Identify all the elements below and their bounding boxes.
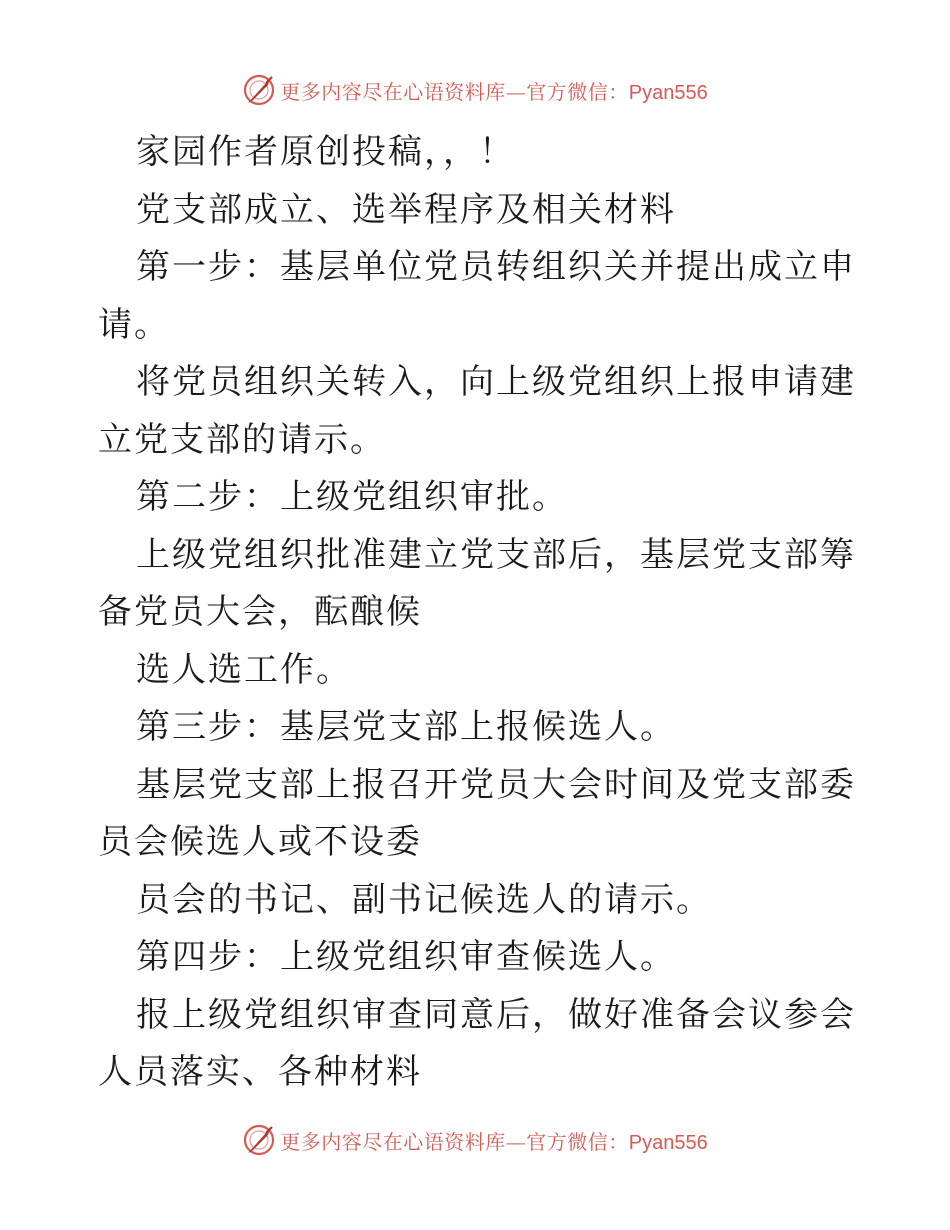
paragraph-step-four: 第四步：上级党组织审查候选人。 xyxy=(136,937,676,977)
header-watermark-banner xyxy=(0,70,950,110)
document-body xyxy=(98,124,858,1102)
paragraph-step-two-detail: 上级党组织批准建立党支部后，基层党支部筹备党员大会，酝酿候 xyxy=(98,534,856,632)
watermark-text xyxy=(280,1126,707,1155)
watermark-wechat-label: 官方微信： xyxy=(526,79,629,104)
watermark-separator: — xyxy=(505,1129,527,1154)
paragraph-step-one: 第一步：基层单位党员转组织关并提出成立申请。 xyxy=(98,247,856,345)
footer-watermark-banner xyxy=(0,1120,950,1160)
watermark-separator: — xyxy=(505,79,527,104)
watermark-wechat-id: Pyan556 xyxy=(628,1131,708,1154)
paragraph-step-two-detail-cont: 选人选工作。 xyxy=(136,649,352,690)
paragraph-intro: 家园作者原创投稿，，！ xyxy=(136,132,515,172)
watermark-text xyxy=(280,76,707,105)
watermark-wechat-id: Pyan556 xyxy=(628,81,708,104)
watermark-site-text: 更多内容尽在心语资料库 xyxy=(280,1129,506,1154)
watermark-wechat-label: 官方微信： xyxy=(526,1129,629,1154)
quill-pen-logo-icon xyxy=(242,1123,276,1157)
paragraph-step-four-detail: 报上级党组织审查同意后，做好准备会议参会人员落实、各种材料 xyxy=(98,994,856,1092)
paragraph-step-three-detail: 基层党支部上报召开党员大会时间及党支部委员会候选人或不设委 xyxy=(98,764,856,862)
watermark-site-text: 更多内容尽在心语资料库 xyxy=(280,79,506,104)
paragraph-step-two: 第二步：上级党组织审批。 xyxy=(136,477,568,517)
paragraph-step-three: 第三步：基层党支部上报候选人。 xyxy=(136,707,676,747)
paragraph-step-one-detail: 将党员组织关转入，向上级党组织上报申请建立党支部的请示。 xyxy=(98,362,856,460)
quill-pen-logo-icon xyxy=(242,73,276,107)
paragraph-title: 党支部成立、选举程序及相关材料 xyxy=(136,189,676,230)
paragraph-step-three-detail-cont: 员会的书记、副书记候选人的请示。 xyxy=(136,879,712,920)
